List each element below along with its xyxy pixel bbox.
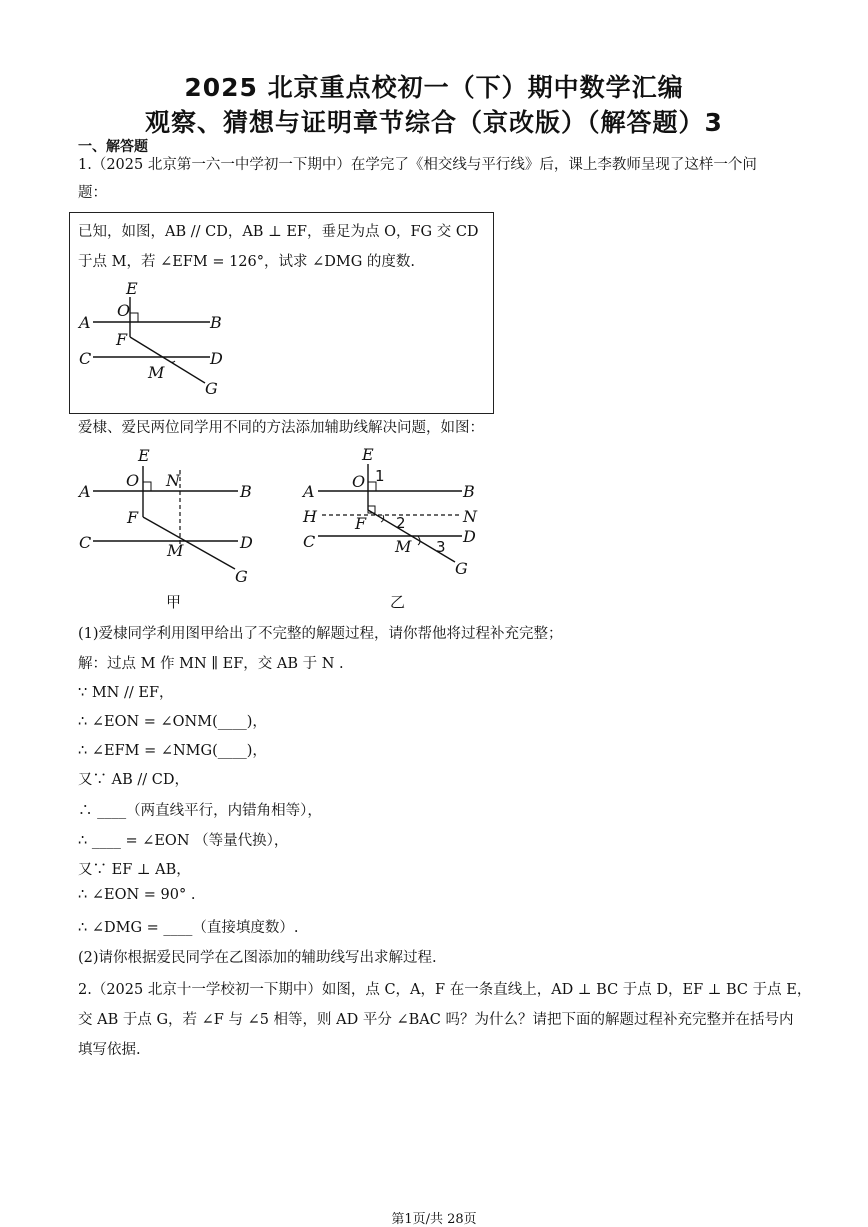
label-E: E: [126, 279, 138, 298]
solution-step: ∴ ____ = ∠EON （等量代换），: [78, 833, 289, 849]
label-B: B: [210, 313, 222, 332]
solution-step: 又∵ EF ⊥ AB，: [78, 862, 191, 878]
document-title-line-2: 观察、猜想与证明章节综合（京改版）（解答题）3: [145, 108, 723, 137]
label-G: G: [205, 379, 218, 398]
yi-label-F: F: [355, 514, 367, 533]
q2-line-3: 填写依据.: [78, 1042, 141, 1058]
solution-step: ∴ ∠EFM = ∠NMG(____)，: [78, 743, 267, 759]
jia-label-F: F: [127, 508, 139, 527]
q1-part1-intro: (1)爱棣同学利用图甲给出了不完整的解题过程，请你帮他将过程补充完整；: [78, 626, 563, 642]
jia-label-G: G: [235, 567, 248, 586]
solution-step: ∵ MN // EF，: [78, 685, 174, 701]
yi-label-D: D: [463, 527, 476, 546]
solution-step: 又∵ AB // CD，: [78, 772, 189, 788]
problem-box-line-1: 已知，如图，AB // CD，AB ⊥ EF，垂足为点 O，FG 交 CD: [78, 224, 479, 240]
q1-intro-line-1: 1.（2025 北京第一六一中学初一下期中）在学完了《相交线与平行线》后，课上李教师呈现了这样一个问: [78, 157, 757, 173]
label-O: O: [117, 301, 131, 320]
yi-label-A: A: [303, 482, 315, 501]
q2-line-2: 交 AB 于点 G，若 ∠F 与 ∠5 相等，则 AD 平分 ∠BAC 吗？为什么？请把下面的解题过程补充完整并在括号内: [78, 1012, 794, 1028]
section-heading: 一、解答题: [78, 139, 148, 155]
jia-label-M: M: [167, 541, 184, 560]
q1-part2: (2)请你根据爱民同学在乙图添加的辅助线写出求解过程.: [78, 950, 437, 966]
label-D: D: [210, 349, 223, 368]
solution-step: ∴ ∠EON = 90° .: [78, 887, 196, 903]
figure-jia-caption: 甲: [166, 593, 182, 611]
yi-label-B: B: [463, 482, 475, 501]
label-C: C: [79, 349, 92, 368]
jia-label-D: D: [240, 533, 253, 552]
yi-label-G: G: [455, 559, 468, 578]
jia-label-C: C: [79, 533, 92, 552]
yi-label-H: H: [303, 507, 317, 526]
jia-label-E: E: [138, 446, 150, 465]
problem-box-line-2: 于点 M，若 ∠EFM = 126°，试求 ∠DMG 的度数.: [78, 254, 416, 270]
jia-label-A: A: [79, 482, 91, 501]
figure-yi-caption: 乙: [390, 593, 406, 611]
yi-label-2: 2: [396, 514, 406, 532]
solution-step: ∴ ∠DMG = ____（直接填度数）.: [78, 920, 299, 936]
jia-label-N: N: [166, 471, 180, 490]
document-title-line-1: 2025 北京重点校初一（下）期中数学汇编: [184, 73, 684, 102]
solution-step: 解：过点 M 作 MN ∥ EF，交 AB 于 N .: [78, 656, 344, 672]
yi-label-O: O: [352, 472, 366, 491]
q2-line-1: 2.（2025 北京十一学校初一下期中）如图，点 C，A，F 在一条直线上，AD ⊥ BC 于点 D，EF ⊥ BC 于点 E，: [78, 982, 812, 998]
jia-label-B: B: [240, 482, 252, 501]
jia-label-O: O: [126, 471, 140, 490]
yi-label-M: M: [395, 537, 412, 556]
solution-step: ∴ ∠EON = ∠ONM(____)，: [78, 714, 267, 730]
yi-label-3: 3: [436, 538, 446, 556]
yi-label-1: 1: [375, 467, 385, 485]
yi-label-N: N: [463, 507, 477, 526]
q1-intro-line-2: 题：: [78, 185, 107, 201]
q1-transition: 爱棣、爱民两位同学用不同的方法添加辅助线解决问题，如图：: [78, 420, 484, 436]
yi-label-C: C: [303, 532, 316, 551]
page-footer: 第1页/共 28页: [391, 1212, 477, 1227]
label-M: M: [148, 363, 165, 382]
label-A: A: [79, 313, 91, 332]
label-F: F: [116, 330, 128, 349]
solution-step: ∴ ____（两直线平行，内错角相等），: [78, 803, 322, 819]
yi-label-E: E: [362, 445, 374, 464]
